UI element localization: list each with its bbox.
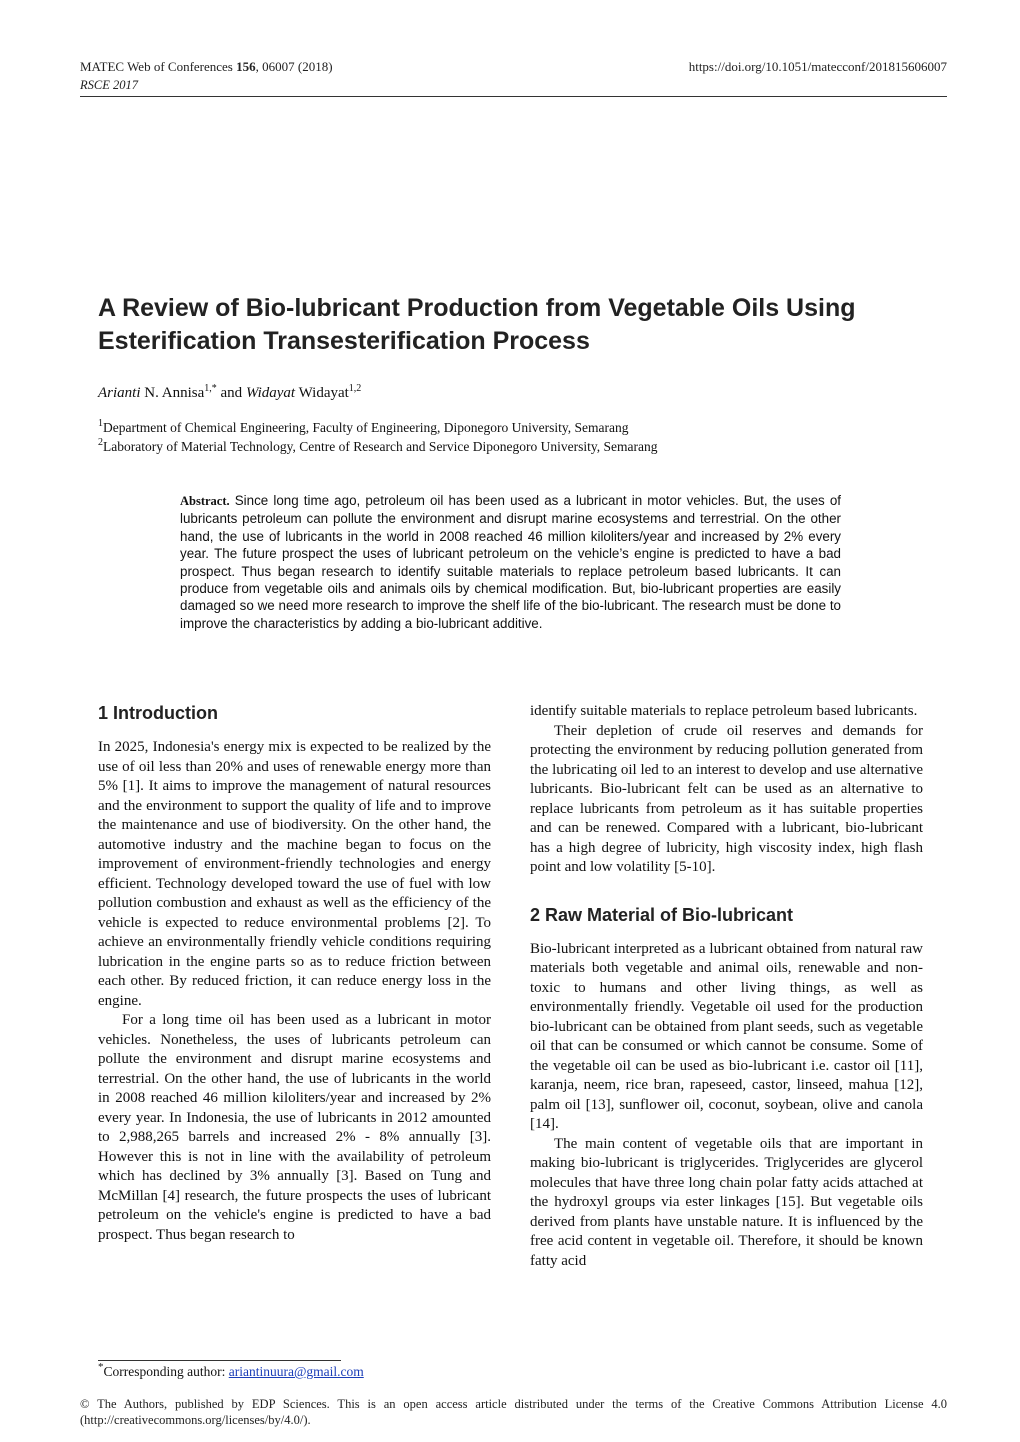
author2-affiliation-mark: 1,2 — [348, 383, 362, 394]
affiliation-2-number: 2 — [98, 437, 103, 448]
introduction-paragraph-1: In 2025, Indonesia's energy mix is expected to be realized by the use of oil less than 20% and uses of renewable energy more than 5% [1]. It aims to improve the management of natural resources and the environment to support the quality of life and to improve the maintenance and use of biodiversity. On the other hand, the automotive industry and the machine began to focus on the improvement of environment-friendly technologies and energy efficient. Technology developed toward the use of fuel with low pollution combustion and exhaust as well as the efficiency of the vehicle is expected to reduce environmental problems [2]. To achieve an environmentally friendly vehicle conditions requiring lubrication in the engine parts so as to reduce friction between each other. By reduced friction, it can reduce energy loss in the engine. — [98, 739, 491, 1009]
introduction-paragraph-2: For a long time oil has been used as a lubricant in motor vehicles. Nonetheless, the uses of lubricants petroleum can pollute the environment and disrupt marine ecosystems and terrestrial. On the other hand, the use of lubricants in the world in 2008 reached 46 million kiloliters/year and increased by 2% every year. In Indonesia, the use of lubricants in 2012 amounted to 2,988,265 barrels and increased 2% - 8% annually [3]. However this is not in line with the availability of petroleum which has declined by 3% annually [3]. Based on Tung and McMillan [4] research, the future prospects the uses of lubricant petroleum on the vehicle's engine is predicted to have a bad prospect. Thus began research to — [98, 1012, 491, 1243]
journal-citation — [80, 58, 333, 75]
paper-title: A Review of Bio-lubricant Production from Vegetable Oils Using Esterification Transesterification Process — [98, 294, 856, 355]
affiliation-2 — [98, 437, 658, 456]
abstract-text: Since long time ago, petroleum oil has been used as a lubricant in motor vehicles. But, the uses of lubricants petroleum can pollute the environment and disrupt marine ecosystems and terrestrial. On the other hand, the use of lubricants in the world in 2008 reached 46 million kiloliters/year and increased by 2% every year. The future prospect the uses of lubricant petroleum on the vehicle’s engine is predicted to have a bad prospect. Thus began research to identify suitable materials to replace petroleum based lubricants. It can produce from vegetable oils and animals oils by chemical modification. But, bio-lubricant properties are easily damaged so we need more research to improve the shelf life of the bio-lubricant. The research must be done to improve the characteristics by adding a bio-lubricant additive. — [180, 493, 841, 631]
author1-last-name: N. Annisa — [140, 385, 205, 401]
affiliation-1 — [98, 418, 628, 437]
corresponding-author-email-link[interactable]: ariantinuura@gmail.com — [228, 1364, 364, 1379]
journal-name: MATEC Web of Conferences — [80, 59, 237, 74]
footnote-divider — [98, 1360, 341, 1361]
author2-last-name: Widayat — [295, 385, 349, 401]
footnote-mark: * — [98, 1361, 104, 1373]
conference-name: RSCE 2017 — [80, 78, 138, 92]
author2-first-name: Widayat — [245, 385, 296, 401]
introduction-paragraph-3: identify suitable materials to replace petroleum based lubricants. — [530, 703, 918, 719]
author-line — [98, 383, 361, 403]
author1-affiliation-mark: 1,* — [204, 383, 217, 394]
abstract — [180, 492, 841, 632]
journal-volume: 156 — [236, 59, 256, 74]
right-column — [530, 702, 923, 1271]
article-number: , 06007 (2018) — [255, 59, 333, 74]
doi-link[interactable]: https://doi.org/10.1051/matecconf/201815606007 — [688, 59, 947, 74]
author1-first-name: Arianti — [98, 385, 141, 401]
affiliation-2-text: Laboratory of Material Technology, Centre of Research and Service Diponegoro University, Semarang — [103, 439, 658, 454]
raw-material-paragraph-2: The main content of vegetable oils that are important in making bio-lubricant is triglycerides. Triglycerides are glycerol molecules that have three long chain polar fatty acids attached at the hydroxyl groups via ester linkages [15]. But vegetable oils derived from plants have unstable nature. It is influenced by the free acid content in vegetable oil. Therefore, it should be known fatty acid — [530, 1135, 923, 1269]
affiliation-1-number: 1 — [98, 418, 103, 429]
affiliation-1-text: Department of Chemical Engineering, Faculty of Engineering, Diponegoro University, Semarang — [103, 420, 629, 435]
left-column — [98, 702, 491, 1245]
corresponding-author-footnote — [98, 1363, 364, 1381]
introduction-paragraph-4: Their depletion of crude oil reserves and demands for protecting the environment by reducing pollution generated from the lubricating oil led to an interest to develop and use alternative lubricants. Bio-lubricant felt can be used as an alternative to replace lubricants from petroleum as it has suitable properties and can be renewed. Compared with a lubricant, bio-lubricant has a high degree of lubricity, high viscosity index, high flash point and low volatility [5-10]. — [530, 722, 923, 875]
raw-material-paragraph-1: Bio-lubricant interpreted as a lubricant obtained from natural raw materials both vegetable and animal oils, renewable and non-toxic to humans and other living things, as well as environmentally friendly. Vegetable oil used for the production bio-lubricant can be obtained from plant seeds, such as vegetable oil that can be consumed or which cannot be consume. Some of the vegetable oil can be used as bio-lubricant i.e. castor oil [11], karanja, neem, rice bran, rapeseed, castor, linseed, mahua [12], palm oil [13], sunflower oil, coconut, soybean, olive and canola [14]. — [530, 940, 923, 1132]
section-heading-raw-material: 2 Raw Material of Bio-lubricant — [530, 904, 794, 925]
license-notice: © The Authors, published by EDP Sciences. This is an open access article distributed under the terms of the Creative Commons Attribution License 4.0 (http://creativecommons.org/licenses/by/4.0/). — [80, 1397, 947, 1427]
abstract-label: Abstract. — [180, 494, 230, 508]
footnote-label: Corresponding author: — [103, 1364, 229, 1379]
author-conjunction: and — [216, 385, 246, 401]
section-heading-introduction: 1 Introduction — [98, 703, 218, 723]
header-divider — [80, 96, 947, 97]
